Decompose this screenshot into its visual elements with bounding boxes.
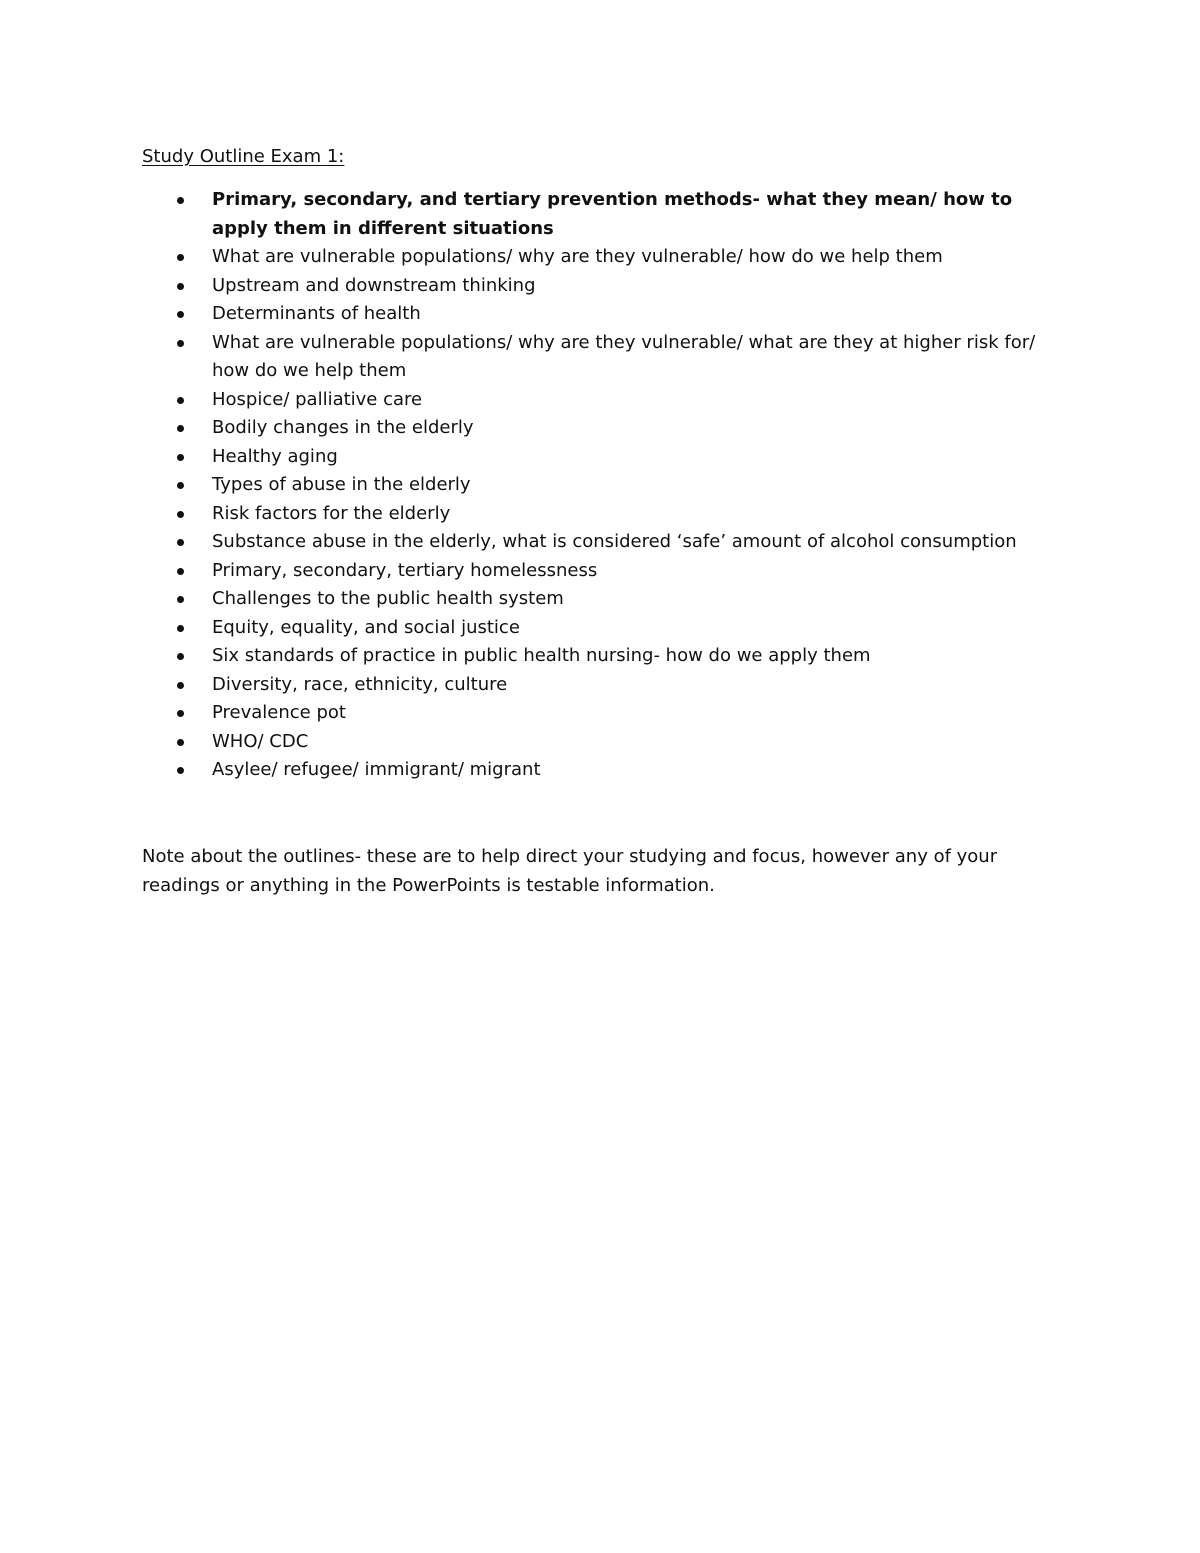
outline-item-text: What are vulnerable populations/ why are they vulnerable/ what are they at higher risk for/ how do we help them <box>212 331 1036 381</box>
outline-item-text: Primary, secondary, and tertiary prevention methods- what they mean/ how to apply them in different situations <box>212 189 1013 239</box>
outline-item-text: Prevalence pot <box>212 702 346 723</box>
bullet-icon <box>177 511 184 518</box>
outline-item <box>142 728 1072 757</box>
outline-item <box>142 414 1072 443</box>
bullet-icon <box>177 596 184 603</box>
bullet-icon <box>177 340 184 347</box>
outline-item-text: WHO/ CDC <box>212 730 309 752</box>
outline-item <box>142 756 1072 785</box>
bullet-icon <box>177 454 184 461</box>
outline-item <box>142 443 1072 472</box>
outline-item-text: Challenges to the public health system <box>212 588 564 609</box>
outline-item-text: Substance abuse in the elderly, what is considered ‘safe’ amount of alcohol consumption <box>212 531 1017 552</box>
outline-item-text: Diversity, race, ethnicity, culture <box>212 673 508 695</box>
outline-item-text: Bodily changes in the elderly <box>212 417 474 438</box>
bullet-icon <box>177 653 184 660</box>
bullet-icon <box>177 539 184 546</box>
outline-item <box>142 585 1072 614</box>
outline-item <box>142 471 1072 500</box>
outline-note: Note about the outlines- these are to help direct your studying and focus, however any of your readings or anything in the PowerPoints is testable information. <box>142 846 998 896</box>
bullet-icon <box>177 397 184 404</box>
outline-item <box>142 671 1072 700</box>
bullet-icon <box>177 283 184 290</box>
outline-item-text: Upstream and downstream thinking <box>212 274 536 296</box>
outline-item-text: Hospice/ palliative care <box>212 388 423 410</box>
outline-item <box>142 699 1072 728</box>
bullet-icon <box>177 625 184 632</box>
outline-item <box>142 500 1072 529</box>
outline-item <box>142 272 1072 301</box>
study-outline-list <box>142 186 1072 785</box>
outline-item-text: What are vulnerable populations/ why are they vulnerable/ how do we help them <box>212 246 943 267</box>
bullet-icon <box>177 482 184 489</box>
bullet-icon <box>177 254 184 261</box>
document-title: Study Outline Exam 1: <box>142 146 345 167</box>
outline-item <box>142 614 1072 643</box>
outline-item-text: Determinants of health <box>212 303 421 324</box>
outline-item-text: Equity, equality, and social justice <box>212 616 520 638</box>
bullet-icon <box>177 311 184 318</box>
outline-item <box>142 642 1072 671</box>
bullet-icon <box>177 767 184 774</box>
outline-item-text: Risk factors for the elderly <box>212 502 451 524</box>
bullet-icon <box>177 197 184 204</box>
outline-item <box>142 186 1072 243</box>
outline-item-text: Six standards of practice in public health nursing- how do we apply them <box>212 645 871 666</box>
bullet-icon <box>177 425 184 432</box>
outline-item-text: Primary, secondary, tertiary homelessness <box>212 559 598 581</box>
outline-item <box>142 386 1072 415</box>
outline-item <box>142 243 1072 272</box>
outline-item <box>142 300 1072 329</box>
bullet-icon <box>177 568 184 575</box>
outline-item-text: Asylee/ refugee/ immigrant/ migrant <box>212 759 541 780</box>
outline-item <box>142 329 1072 386</box>
outline-item <box>142 557 1072 586</box>
outline-item-text: Types of abuse in the elderly <box>212 474 471 495</box>
outline-item <box>142 528 1072 557</box>
outline-item-text: Healthy aging <box>212 445 338 467</box>
bullet-icon <box>177 710 184 717</box>
bullet-icon <box>177 682 184 689</box>
bullet-icon <box>177 739 184 746</box>
